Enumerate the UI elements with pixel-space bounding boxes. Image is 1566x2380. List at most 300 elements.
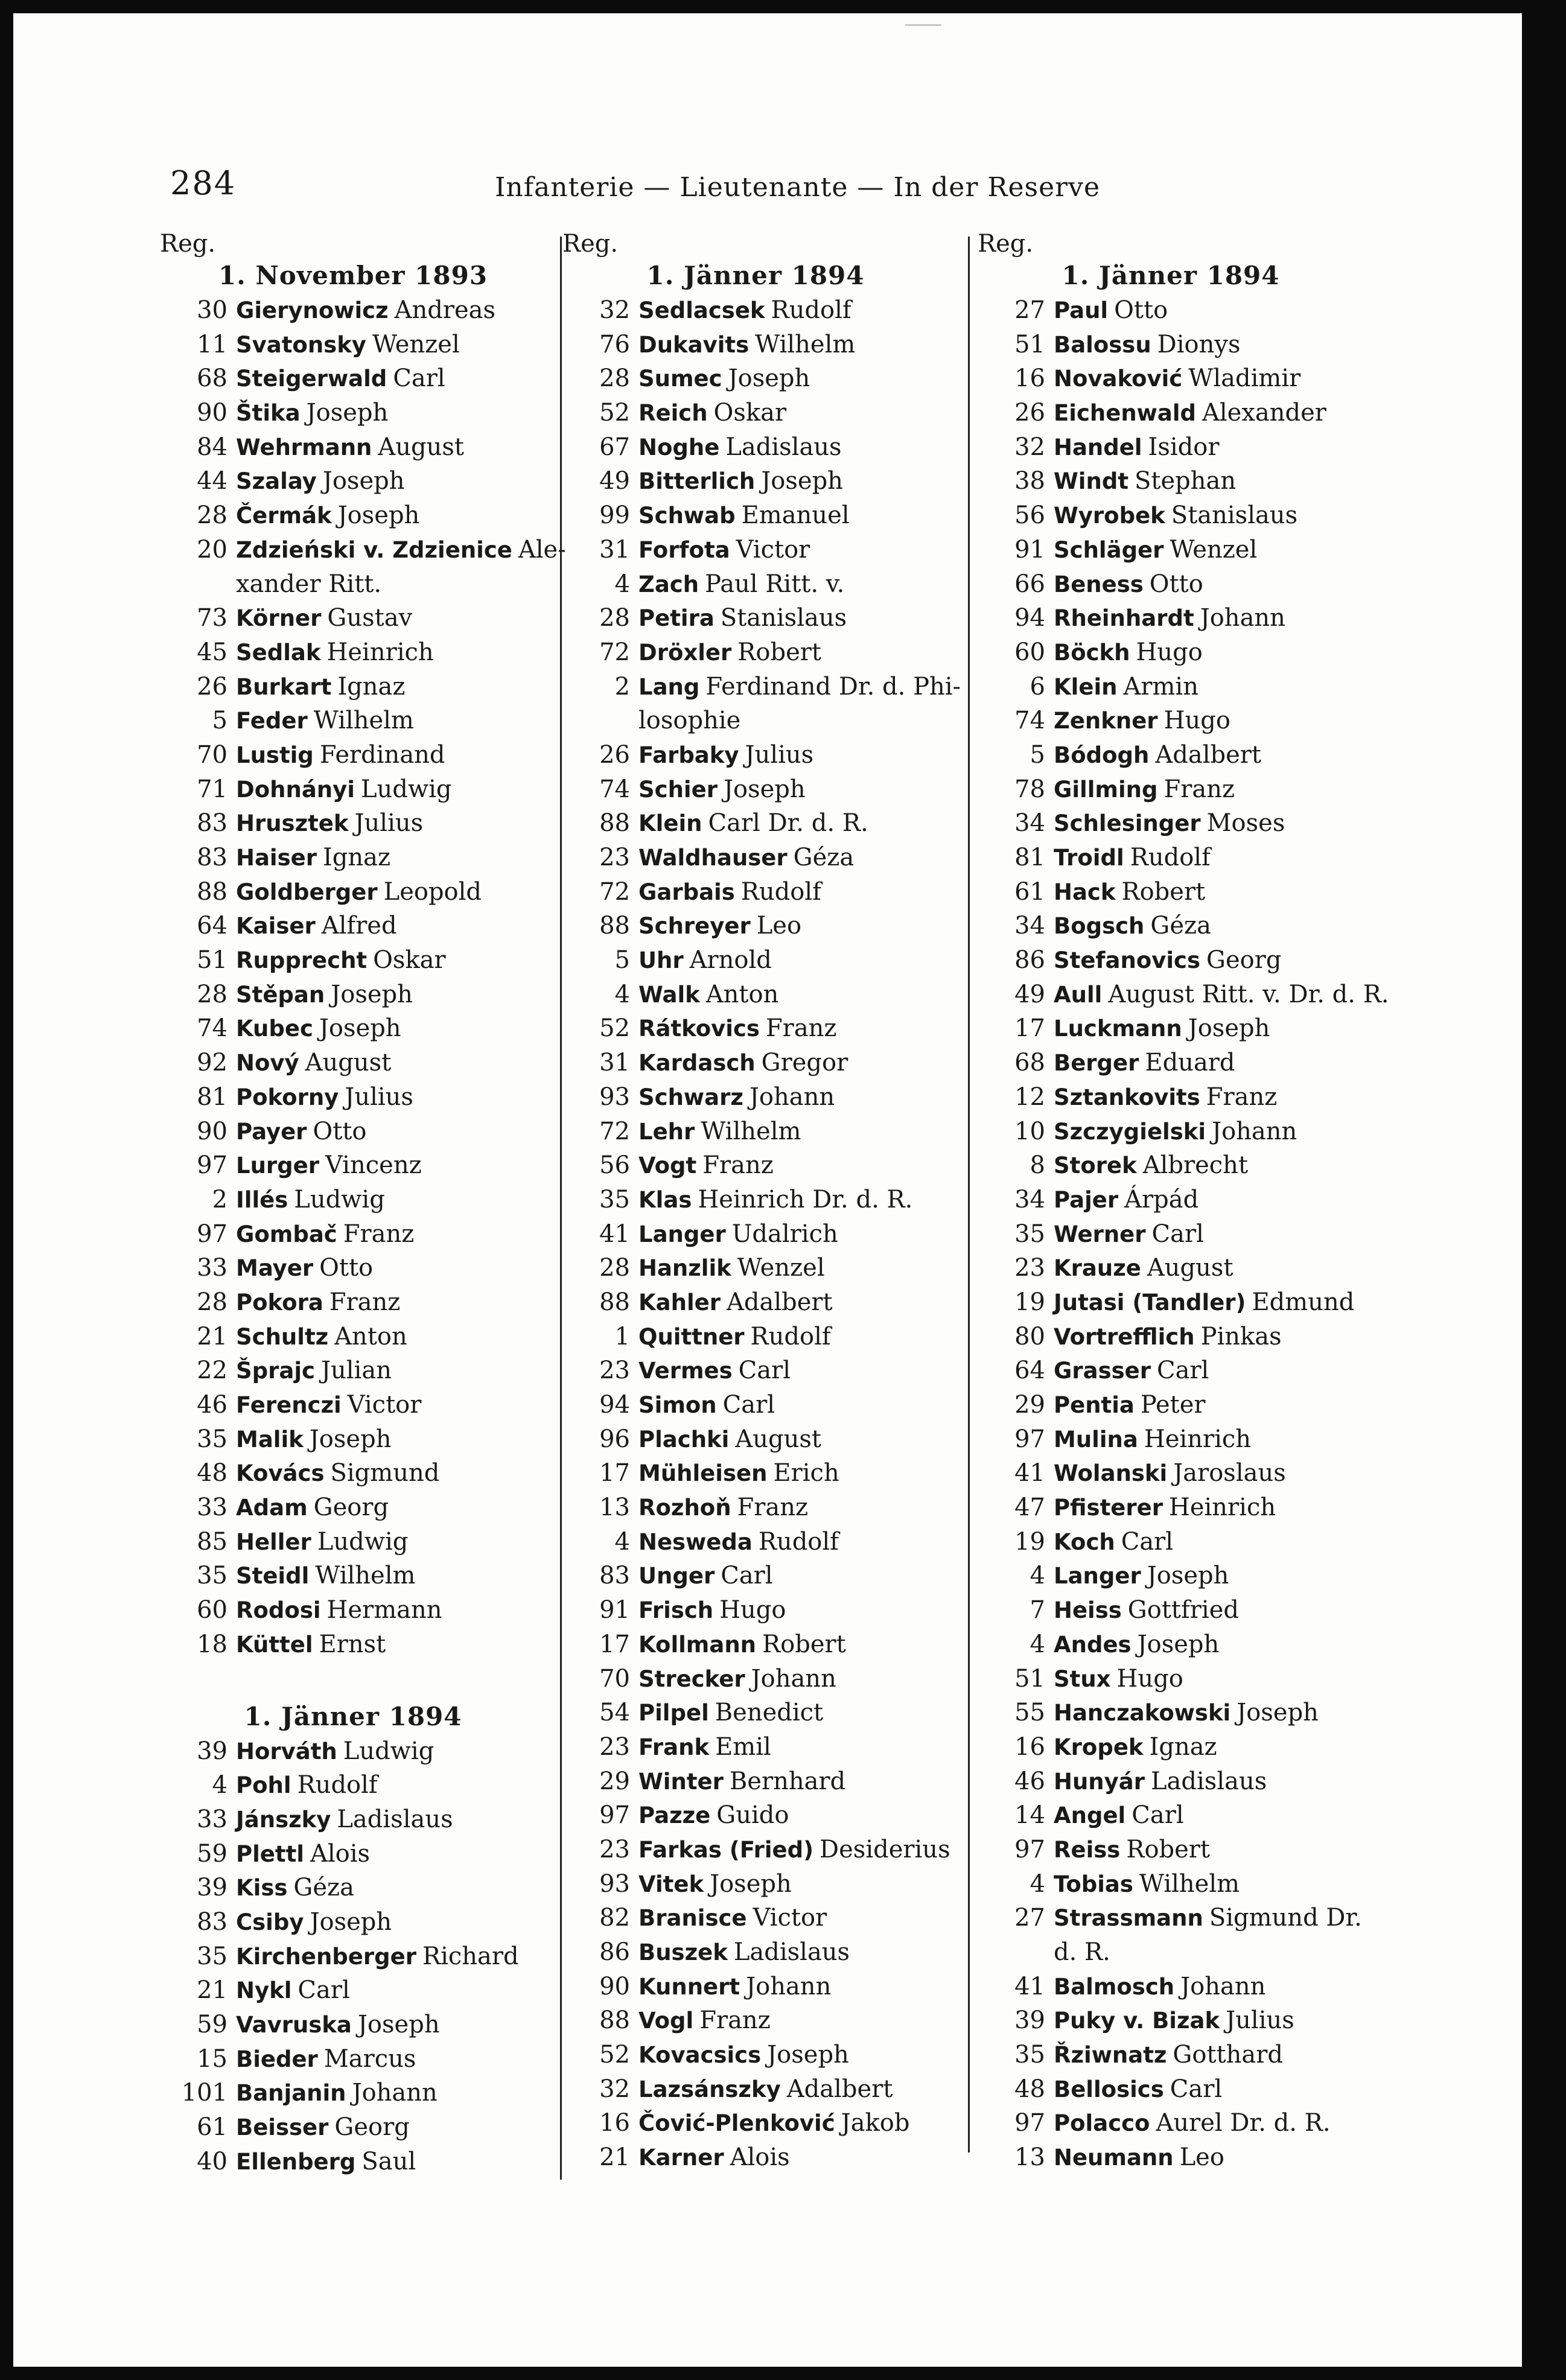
- surname: Vortrefflich: [1054, 1323, 1195, 1350]
- given-name: Rudolf: [758, 1527, 839, 1556]
- given-name: Victor: [753, 1904, 827, 1932]
- surname: Beisser: [236, 2114, 329, 2141]
- given-name: Arnold: [689, 946, 772, 975]
- surname: Stefanovics: [1054, 947, 1201, 974]
- entry: [1054, 2038, 1364, 2072]
- surname: Vitek: [638, 1871, 704, 1897]
- regiment-number: 92: [197, 1049, 228, 1077]
- surname: Kunnert: [638, 1973, 740, 2000]
- entry: [1054, 1456, 1364, 1491]
- given-name: Jakob: [841, 2109, 910, 2137]
- regiment-number: 60: [197, 1596, 228, 1624]
- entry: [638, 396, 949, 430]
- given-name: Johann: [751, 1664, 836, 1693]
- regiment-number: 97: [599, 1801, 630, 1830]
- given-name: Emil: [715, 1732, 771, 1761]
- list-item: [160, 1354, 546, 1388]
- list-item: [978, 875, 1364, 909]
- entry: [236, 293, 546, 328]
- surname: Frank: [638, 1734, 710, 1760]
- regiment-number: 28: [197, 501, 228, 530]
- given-name: Ladislaus: [337, 1805, 453, 1833]
- regiment-number: 35: [197, 1562, 228, 1590]
- surname: Schwarz: [638, 1084, 743, 1110]
- regiment-number: 2: [614, 672, 630, 701]
- list-item: [160, 841, 546, 875]
- entry: [236, 875, 546, 909]
- given-name: Pinkas: [1200, 1322, 1282, 1351]
- surname: Schläger: [1054, 536, 1164, 563]
- surname: Zdzieński v. Zdzienice: [236, 536, 512, 563]
- scan-mark: [905, 24, 941, 26]
- given-name: Gotthard: [1173, 2041, 1283, 2069]
- list-item: [978, 1080, 1364, 1115]
- list-item: [978, 1354, 1364, 1388]
- given-name: Robert: [1121, 877, 1206, 906]
- given-name: Árpád: [1124, 1185, 1199, 1214]
- entry: [638, 1662, 949, 1696]
- entry: [638, 738, 949, 772]
- surname: Sumec: [638, 366, 722, 392]
- entry: [1054, 1867, 1364, 1901]
- given-name: Benedict: [715, 1699, 824, 1727]
- entry: [1054, 498, 1364, 533]
- given-name: Wladimir: [1188, 364, 1301, 393]
- given-name: Leo: [1179, 2143, 1224, 2172]
- given-name: Vincenz: [325, 1151, 422, 1180]
- given-name: Wenzel: [1170, 535, 1258, 564]
- surname: Vogl: [638, 2008, 694, 2034]
- surname: Werner: [1054, 1221, 1146, 1247]
- list-item: [978, 464, 1364, 498]
- surname: Goldberger: [236, 879, 378, 905]
- surname: Csiby: [236, 1909, 304, 1935]
- surname: Forfota: [638, 536, 730, 563]
- regiment-number: 52: [599, 399, 630, 427]
- list-item: [978, 1183, 1364, 1217]
- given-name: Joseph: [322, 467, 405, 495]
- list-item: [978, 1422, 1364, 1457]
- list-item: [160, 704, 546, 738]
- surname: Langer: [1054, 1563, 1141, 1589]
- list-item: [160, 1285, 546, 1320]
- list-item: [562, 2003, 949, 2038]
- list-item: [562, 909, 949, 943]
- regiment-number: 34: [1014, 912, 1045, 940]
- surname: Pohl: [236, 1772, 291, 1799]
- given-name: Ludwig: [317, 1527, 409, 1556]
- entry: [1054, 1183, 1364, 1217]
- given-name: Oskar: [713, 399, 787, 427]
- list-item: [978, 1456, 1364, 1491]
- surname: Böckh: [1054, 639, 1130, 666]
- surname: Buszek: [638, 1939, 728, 1965]
- surname: Lustig: [236, 742, 314, 768]
- list-item: [160, 1939, 546, 1974]
- given-name: Rudolf: [771, 296, 851, 324]
- given-name: Ferdinand Dr. d. Phi-: [705, 672, 961, 701]
- given-name: Rudolf: [740, 877, 821, 906]
- given-name: Alexander: [1202, 399, 1326, 427]
- regiment-number: 88: [599, 912, 630, 940]
- entry: [638, 1798, 949, 1833]
- entry: [638, 498, 949, 533]
- list-item: [562, 1593, 949, 1628]
- entry: [638, 1456, 949, 1491]
- list-item: [160, 875, 546, 909]
- regiment-number: 23: [599, 1835, 630, 1863]
- list-item: [978, 498, 1364, 533]
- given-name: Franz: [329, 1288, 401, 1316]
- running-header: Infanterie — Lieutenante — In der Reserve: [495, 172, 1101, 203]
- entry: [1054, 396, 1364, 430]
- given-name: Stephan: [1135, 467, 1237, 495]
- given-name: Leopold: [383, 877, 482, 906]
- list-item: [562, 635, 949, 670]
- given-name: Robert: [1126, 1835, 1210, 1863]
- regiment-number: 83: [599, 1562, 630, 1590]
- given-name: Oskar: [373, 946, 446, 975]
- list-item: [562, 738, 949, 772]
- surname: Kovacsics: [638, 2042, 762, 2069]
- section-gap: [160, 1662, 546, 1699]
- regiment-number: 49: [599, 467, 630, 495]
- given-name: Otto: [1149, 570, 1203, 598]
- list-item: [562, 1115, 949, 1149]
- entry: [1054, 1559, 1364, 1593]
- regiment-number: 34: [1014, 809, 1045, 838]
- regiment-number: 94: [1014, 604, 1045, 632]
- given-name: Ignaz: [337, 672, 406, 701]
- given-name: Géza: [293, 1874, 354, 1902]
- regiment-number: 52: [599, 2041, 630, 2069]
- list-item: [978, 1148, 1364, 1183]
- entry: [1054, 1901, 1364, 1935]
- surname: Čović-Plenković: [638, 2110, 835, 2137]
- regiment-number: 32: [599, 2075, 630, 2103]
- surname: Polacco: [1054, 2110, 1150, 2137]
- regiment-number: 27: [1014, 296, 1045, 324]
- entry: [638, 875, 949, 909]
- entry: [236, 1628, 546, 1662]
- regiment-number: 22: [197, 1357, 228, 1385]
- surname: Payer: [236, 1118, 307, 1145]
- list-item: [978, 841, 1364, 875]
- surname: Reich: [638, 400, 708, 427]
- list-item: [562, 2140, 949, 2175]
- regiment-number: 5: [614, 946, 630, 975]
- regiment-number: 74: [197, 1014, 228, 1043]
- entry: [1054, 1525, 1364, 1559]
- surname: Karner: [638, 2145, 724, 2171]
- section-heading: 1. Jänner 1894: [244, 1701, 462, 1731]
- regiment-number: 13: [599, 1494, 630, 1522]
- surname: Malik: [236, 1426, 304, 1452]
- given-name: Gustav: [327, 604, 413, 632]
- surname: Kiss: [236, 1875, 288, 1901]
- entry: [638, 1320, 949, 1354]
- entry: [1054, 1593, 1364, 1628]
- list-item: [562, 1148, 949, 1183]
- surname: Puky v. Bizak: [1054, 2008, 1220, 2034]
- given-name: Edmund: [1252, 1288, 1355, 1316]
- surname: Krauze: [1054, 1255, 1141, 1282]
- list-item: [160, 1734, 546, 1769]
- surname: Kovács: [236, 1460, 325, 1487]
- given-name: Julius: [354, 809, 424, 838]
- surname: Garbais: [638, 879, 735, 905]
- given-name: Paul Ritt. v.: [705, 570, 845, 598]
- given-name: Aurel Dr. d. R.: [1156, 2109, 1331, 2137]
- regiment-number: 28: [197, 980, 228, 1008]
- list-item: [978, 1388, 1364, 1422]
- regiment-number: 70: [599, 1664, 630, 1693]
- given-name: Alfred: [321, 912, 397, 940]
- surname: Štika: [236, 400, 301, 427]
- regiment-number: 97: [197, 1220, 228, 1248]
- column-3: [978, 229, 1389, 2175]
- list-item: [978, 1662, 1364, 1696]
- surname: Plettl: [236, 1841, 304, 1867]
- surname: Gillming: [1054, 776, 1158, 803]
- section-heading: 1. Jänner 1894: [1062, 261, 1280, 290]
- list-item: [562, 1628, 949, 1662]
- given-name: Ignaz: [1149, 1732, 1217, 1761]
- surname: Kahler: [638, 1289, 721, 1316]
- regiment-number: 60: [1014, 638, 1045, 666]
- list-item: [562, 978, 949, 1012]
- surname: Jánszky: [236, 1806, 331, 1833]
- regiment-number: 41: [1014, 1972, 1045, 2000]
- regiment-number: 74: [599, 775, 630, 803]
- surname: Szczygielski: [1054, 1118, 1206, 1145]
- given-name: Hermann: [326, 1596, 442, 1624]
- entry: [236, 1148, 546, 1183]
- regiment-number: 4: [212, 1771, 228, 1799]
- regiment-number: 41: [1014, 1459, 1045, 1488]
- entry: [638, 293, 949, 328]
- given-name: Stanislaus: [720, 604, 847, 632]
- regiment-number: 61: [197, 2113, 228, 2142]
- list-item: [978, 567, 1364, 602]
- given-name: Jaroslaus: [1173, 1459, 1286, 1488]
- given-name: Carl: [722, 1391, 775, 1419]
- given-name: Isidor: [1148, 433, 1220, 461]
- given-name: Bernhard: [729, 1767, 846, 1795]
- regiment-number: 78: [1014, 775, 1045, 803]
- entry: [1054, 464, 1364, 498]
- list-item: [978, 1011, 1364, 1046]
- list-item: [978, 772, 1364, 807]
- list-item: [562, 464, 949, 498]
- given-name: Wilhelm: [755, 330, 856, 358]
- surname: Haiser: [236, 845, 317, 871]
- surname: Hunyár: [1054, 1768, 1145, 1795]
- entry: [236, 2110, 546, 2145]
- entry: [638, 533, 949, 567]
- entry: [1054, 601, 1364, 635]
- entry: [638, 909, 949, 943]
- entry: [638, 2003, 949, 2038]
- given-name: Leo: [756, 912, 802, 940]
- regiment-number: 6: [1030, 672, 1045, 701]
- list-item: [160, 1046, 546, 1080]
- list-item: [562, 841, 949, 875]
- entry: [638, 1217, 949, 1252]
- regiment-number: 16: [1014, 364, 1045, 393]
- surname: Feder: [236, 708, 308, 734]
- entry: [236, 1871, 546, 1905]
- reg-label: Reg.: [160, 230, 216, 258]
- regiment-number: 33: [197, 1805, 228, 1833]
- regiment-number: 39: [1014, 2006, 1045, 2035]
- regiment-number: 23: [1014, 1254, 1045, 1282]
- regiment-number: 23: [599, 844, 630, 871]
- entry: [638, 1833, 950, 1867]
- list-item: [160, 498, 546, 533]
- given-name: Gregor: [761, 1049, 848, 1077]
- surname: Balmosch: [1054, 1973, 1175, 2000]
- list-item: [562, 1354, 949, 1388]
- entry: [236, 2145, 546, 2179]
- regiment-number: 97: [1014, 1425, 1045, 1453]
- list-item: [562, 396, 949, 430]
- regiment-number: 81: [1014, 844, 1045, 871]
- regiment-number: 74: [1014, 707, 1045, 735]
- section-heading: 1. November 1893: [218, 261, 488, 290]
- list-item: [562, 1901, 949, 1935]
- surname: Vogt: [638, 1153, 697, 1179]
- surname: Jutasi (Tandler): [1054, 1289, 1246, 1316]
- entry: [1054, 978, 1389, 1012]
- surname: Steigerwald: [236, 366, 387, 392]
- list-item: [160, 1217, 546, 1252]
- list-item: [562, 328, 949, 362]
- list-item: [160, 1148, 546, 1183]
- entry: [638, 464, 949, 498]
- surname: Schwab: [638, 503, 736, 529]
- given-name: Udalrich: [731, 1220, 838, 1248]
- entry: [1054, 1798, 1364, 1833]
- given-name: Géza: [793, 844, 855, 871]
- entry: [1054, 943, 1364, 978]
- list-item: [562, 1285, 949, 1320]
- surname: Szalay: [236, 468, 317, 495]
- list-item: [562, 430, 949, 465]
- surname: Mulina: [1054, 1426, 1138, 1452]
- surname: Hanzlik: [638, 1255, 731, 1282]
- surname: Kollmann: [638, 1631, 757, 1658]
- entry: [236, 1354, 546, 1388]
- list-item: [160, 1320, 546, 1354]
- regiment-number: 19: [1014, 1288, 1045, 1316]
- given-name: Victor: [347, 1391, 422, 1419]
- regiment-number: 48: [197, 1459, 228, 1488]
- list-item: [562, 1251, 949, 1285]
- regiment-number: 51: [1014, 330, 1045, 358]
- list-item: [978, 293, 1364, 328]
- list-item: [978, 670, 1364, 704]
- given-name: Georg: [313, 1494, 389, 1522]
- given-name: Joseph: [306, 399, 389, 427]
- given-name: Wilhelm: [315, 1562, 416, 1590]
- entry: [236, 361, 546, 396]
- given-name: Joseph: [761, 467, 843, 495]
- given-name: Joseph: [310, 1908, 392, 1936]
- surname: Nový: [236, 1050, 299, 1077]
- regiment-number: 26: [599, 740, 630, 769]
- regiment-number: 83: [197, 1908, 228, 1936]
- given-name: Ladislaus: [1150, 1767, 1267, 1795]
- regiment-number: 66: [1014, 570, 1045, 598]
- given-name: Albrecht: [1142, 1151, 1249, 1180]
- list-item: [562, 2038, 949, 2072]
- list-item: [562, 1935, 949, 1970]
- given-name: Julius: [1226, 2006, 1294, 2035]
- given-name: Hugo: [1163, 707, 1230, 735]
- surname: Mühleisen: [638, 1460, 768, 1487]
- list-item: [978, 1935, 1364, 1970]
- surname: Koch: [1054, 1529, 1115, 1555]
- given-name: Adalbert: [1155, 740, 1261, 769]
- list-item: [978, 1764, 1364, 1799]
- entry: [1054, 1046, 1364, 1080]
- given-name: Carl: [1170, 2075, 1223, 2103]
- given-name: Georg: [334, 2113, 410, 2142]
- list-item: [160, 1628, 546, 1662]
- given-name: Carl: [1156, 1357, 1209, 1385]
- list-item: [160, 2042, 546, 2076]
- surname: Steidl: [236, 1563, 310, 1589]
- list-item: [978, 1730, 1364, 1764]
- entry: [638, 1970, 949, 2004]
- regiment-number: 61: [1014, 877, 1045, 906]
- list-item: [562, 875, 949, 909]
- entry: [236, 430, 546, 465]
- list-item: [562, 2072, 949, 2107]
- regiment-number: 16: [1014, 1732, 1045, 1761]
- surname: Vavruska: [236, 2012, 352, 2038]
- surname: Rodosi: [236, 1597, 321, 1624]
- surname: Pfisterer: [1054, 1495, 1163, 1521]
- regiment-number: 21: [197, 1976, 228, 2005]
- list-item: [562, 1662, 949, 1696]
- regiment-number: 90: [197, 1117, 228, 1145]
- surname: Neumann: [1054, 2145, 1174, 2171]
- regiment-number: 49: [1014, 980, 1045, 1008]
- entry: [236, 396, 546, 430]
- surname: Šprajc: [236, 1358, 315, 1384]
- surname: Zach: [638, 571, 699, 597]
- list-item: [562, 1970, 949, 2004]
- surname: Kaiser: [236, 913, 316, 940]
- list-item: [562, 1559, 949, 1593]
- given-name: Wilhelm: [1139, 1869, 1240, 1898]
- surname: Berger: [1054, 1050, 1139, 1077]
- given-name: Dionys: [1157, 330, 1241, 358]
- entry: [236, 1011, 546, 1046]
- list-item: [160, 1525, 546, 1559]
- surname: Farkas (Fried): [638, 1836, 814, 1863]
- surname: Bogsch: [1054, 913, 1145, 940]
- column-1: [160, 229, 566, 2178]
- regiment-number: 68: [197, 364, 228, 393]
- given-name: Ludwig: [294, 1185, 385, 1214]
- column-divider: [968, 237, 970, 2152]
- surname: Nesweda: [638, 1529, 753, 1555]
- list-item: [160, 2110, 546, 2145]
- list-item: [160, 1422, 546, 1457]
